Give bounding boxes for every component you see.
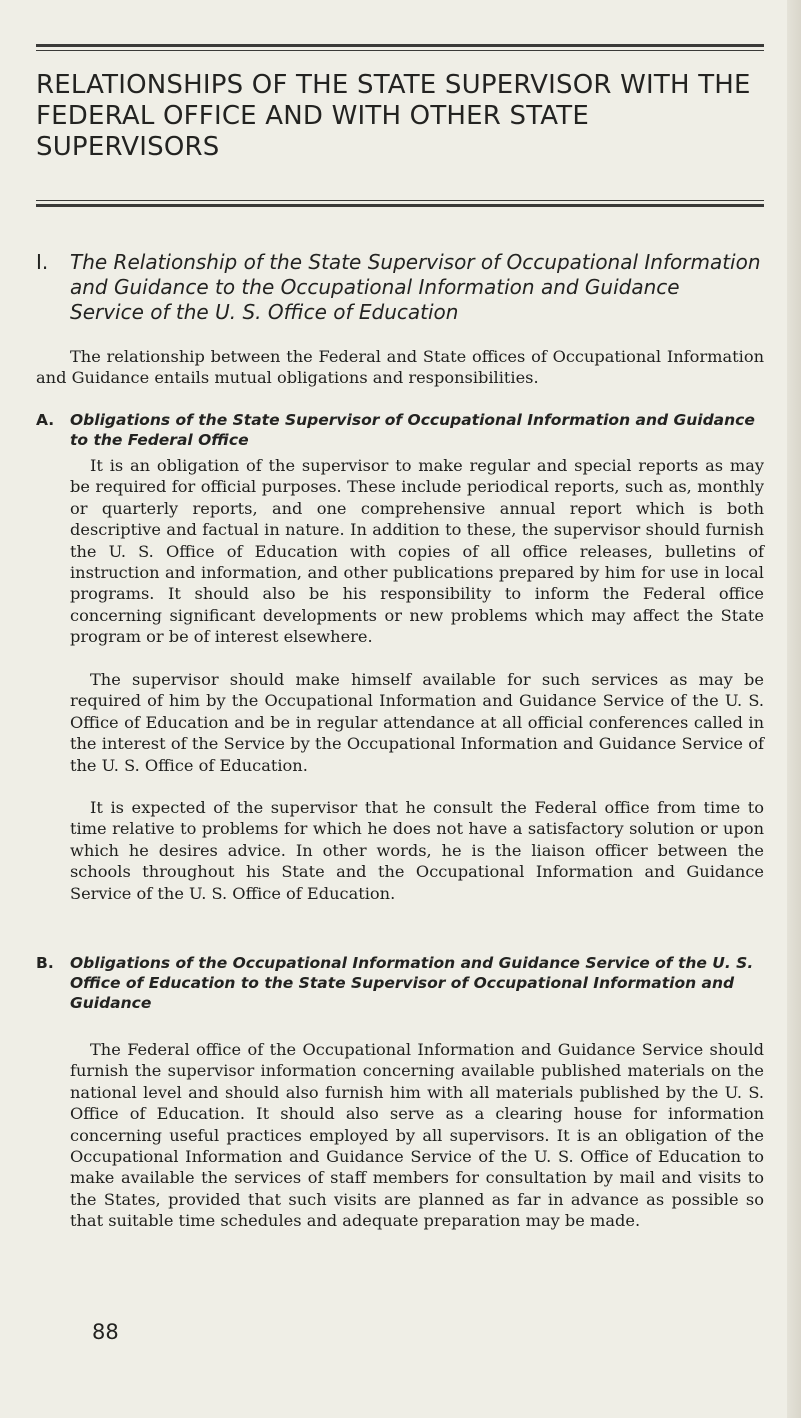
top-rule bbox=[36, 44, 764, 47]
top-rule-thin bbox=[36, 50, 764, 51]
page-edge bbox=[787, 0, 801, 1418]
section-heading-1 bbox=[36, 250, 776, 325]
section-number: I. bbox=[36, 250, 49, 274]
subsection-a-heading-line1: Obligations of the State Supervisor of Occupational Information and Guidance bbox=[70, 411, 755, 429]
subsection-a-paragraph-3: It is expected of the supervisor that he consult the Federal office from time to time relative to problems for which he does not have a satisfactory solution or upon which he desires advice. In other words, he is the liaison officer between the schools throughout his State and the Occupational Information and Guidance Service of the U. S. Office of Education. bbox=[70, 798, 764, 903]
section-heading-line1: The Relationship of the State Supervisor of Occupational Information bbox=[70, 250, 761, 274]
subsection-b-paragraph-1: The Federal office of the Occupational Information and Guidance Service should furnish the supervisor information concerning available published materials on the national level and should also furnish him with all materials published by the U. S. Office of Education. It should also serve as a clearing house for information concerning useful practices employed by all supervisors. It is an obligation of the Occupational Information and Guidance Service of the U. S. Office of Education to make available the services of staff members for consultation by mail and visits to the States, provided that such visits are planned as far in advance as possible so that suitable time schedules and adequate preparation may be made. bbox=[70, 1040, 764, 1231]
subsection-b-heading bbox=[36, 953, 766, 1013]
page-title: RELATIONSHIPS OF THE STATE SUPERVISOR WITH THE FEDERAL OFFICE AND WITH OTHER STATE SUPERVISORS bbox=[36, 70, 751, 162]
subsection-b-letter: B. bbox=[36, 954, 54, 972]
section-heading-line2: and Guidance to the Occupational Information and Guidance bbox=[70, 275, 680, 299]
subsection-a-paragraph-1: It is an obligation of the supervisor to make regular and special reports as may be required for official purposes. These include periodical reports, such as, monthly or quarterly reports, and one comprehensive annual report which is both descriptive and factual in nature. In addition to these, the supervisor should furnish the U. S. Office of Education with copies of all office releases, bulletins of instruction and information, and other publications prepared by him for use in local programs. It should also be his responsibility to inform the Federal office concerning significant developments or new problems which may affect the State program or be of interest elsewhere. bbox=[70, 456, 764, 647]
subsection-a-paragraph-2: The supervisor should make himself available for such services as may be required of him by the Occupational Information and Guidance Service of the U. S. Office of Education and be in regular attendance at all official conferences called in the interest of the Service by the Occupational Information and Guidance Service of the U. S. Office of Education. bbox=[70, 670, 764, 775]
page-number: 88 bbox=[92, 1320, 119, 1344]
title-underline-thin bbox=[36, 200, 764, 201]
subsection-a-heading-line2: to the Federal Office bbox=[70, 431, 249, 449]
title-underline bbox=[36, 204, 764, 207]
subsection-a-letter: A. bbox=[36, 411, 55, 429]
subsection-b-heading-line3: Guidance bbox=[70, 994, 152, 1012]
section-intro-paragraph: The relationship between the Federal and State offices of Occupational Information and Guidance entails mutual obligations and responsibilities. bbox=[36, 347, 764, 388]
subsection-b-heading-line2: Office of Education to the State Supervisor of Occupational Information and bbox=[70, 974, 735, 992]
subsection-a-heading bbox=[36, 410, 766, 450]
section-heading-line3: Service of the U. S. Office of Education bbox=[70, 300, 459, 324]
subsection-b-heading-line1: Obligations of the Occupational Information and Guidance Service of the U. S. bbox=[70, 954, 754, 972]
